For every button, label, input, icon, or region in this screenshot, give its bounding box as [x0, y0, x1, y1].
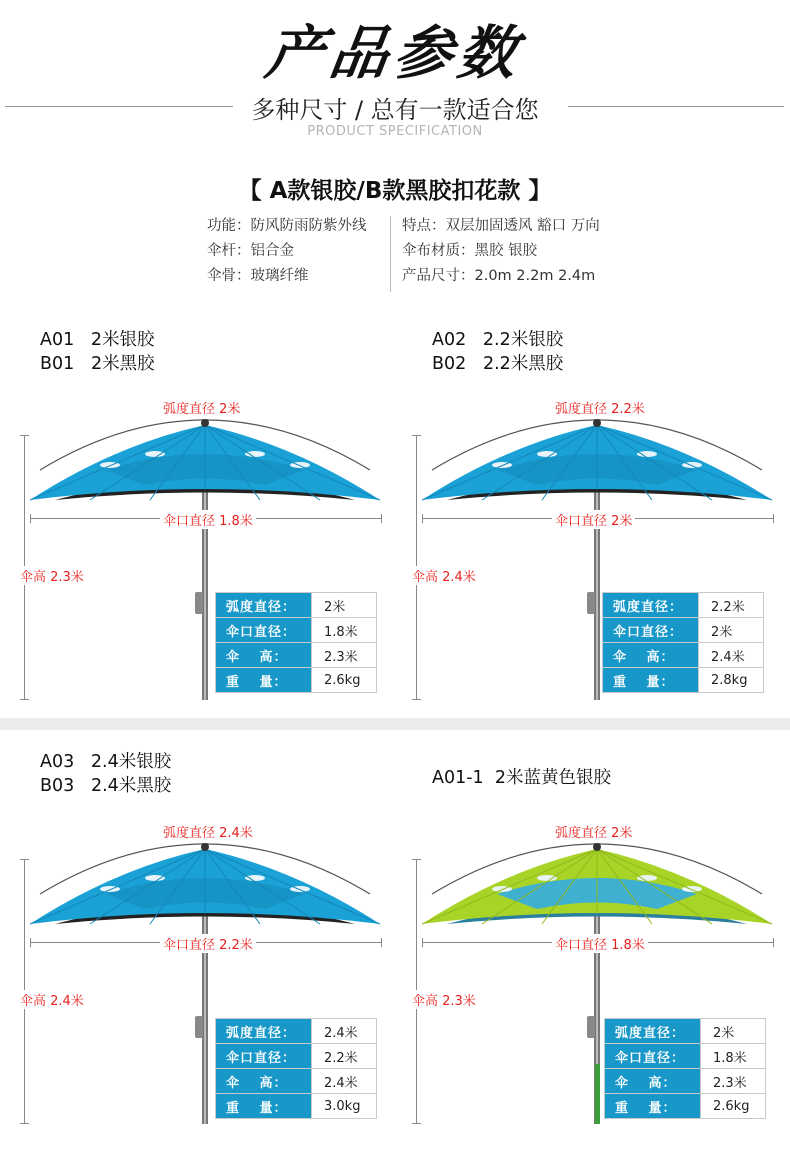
spec-row [216, 668, 377, 693]
spec-key: 弧度直径： [603, 593, 699, 618]
spec-value: 2.2米 [699, 593, 764, 618]
model-title: 【 A款银胶/B款黑胶扣花款 】 [238, 178, 552, 204]
product-label-black: B01 2米黑胶 [40, 354, 155, 374]
spec-value: 2.4米 [699, 643, 764, 668]
product-label-black: B02 2.2米黑胶 [432, 354, 564, 374]
spec-row [603, 668, 764, 693]
spec-row [216, 1044, 377, 1069]
spec-key: 伞 高： [216, 643, 312, 668]
product-label-black: B03 2.4米黑胶 [40, 776, 172, 796]
spec-table [215, 1018, 377, 1119]
spec-value: 2.2米 [312, 1044, 377, 1069]
subtitle: 多种尺寸 / 总有一款适合您 [251, 96, 539, 124]
subtitle-en: PRODUCT SPECIFICATION [307, 124, 483, 139]
feature-fabric: 伞布材质：黑胶 银胶 [402, 243, 538, 259]
spec-row [216, 618, 377, 643]
spec-key: 伞口直径： [216, 618, 312, 643]
spec-value: 2米 [701, 1019, 766, 1044]
spec-key: 弧度直径： [216, 593, 312, 618]
spec-key: 弧度直径： [216, 1019, 312, 1044]
spec-value: 2.8kg [699, 668, 764, 693]
product-label-silver: A01 2米银胶 [40, 330, 155, 350]
spec-key: 重 量： [216, 668, 312, 693]
product-label-silver: A01-1 2米蓝黄色银胶 [432, 768, 611, 788]
spec-row [605, 1069, 766, 1094]
spec-value: 2.4米 [312, 1069, 377, 1094]
height-label: 伞高 2.3米 [409, 990, 479, 1009]
spec-row [603, 618, 764, 643]
rim-diameter-label: 伞口直径 1.8米 [552, 934, 648, 953]
product-label-silver: A02 2.2米银胶 [432, 330, 564, 350]
umbrella-top-cap [201, 843, 209, 851]
umbrella-hub [195, 1016, 203, 1038]
spec-value: 2.4米 [312, 1019, 377, 1044]
arc-diameter-label: 弧度直径 2.4米 [160, 822, 256, 841]
arc-diameter-label: 弧度直径 2米 [552, 822, 635, 841]
arc-diameter-label: 弧度直径 2.2米 [552, 398, 648, 417]
spec-row [605, 1019, 766, 1044]
spec-table [215, 592, 377, 693]
spec-value: 2.3米 [312, 643, 377, 668]
umbrella-top-cap [593, 843, 601, 851]
spec-key: 伞 高： [603, 643, 699, 668]
spec-row [216, 643, 377, 668]
spec-key: 重 量： [603, 668, 699, 693]
spec-value: 2.6kg [312, 668, 377, 693]
height-label: 伞高 2.3米 [17, 566, 87, 585]
spec-row [603, 593, 764, 618]
spec-row [216, 1019, 377, 1044]
feature-highlight: 特点：双层加固透风 豁口 万向 [402, 218, 600, 234]
product-label-silver: A03 2.4米银胶 [40, 752, 172, 772]
spec-key: 伞 高： [216, 1069, 312, 1094]
spec-key: 重 量： [605, 1094, 701, 1119]
spec-row [216, 1094, 377, 1119]
spec-key: 重 量： [216, 1094, 312, 1119]
spec-row [216, 593, 377, 618]
spec-value: 2.3米 [701, 1069, 766, 1094]
feature-size: 产品尺寸：2.0m 2.2m 2.4m [402, 268, 596, 284]
spec-key: 伞口直径： [605, 1044, 701, 1069]
feature-rib: 伞骨：玻璃纤维 [207, 268, 309, 284]
height-label: 伞高 2.4米 [17, 990, 87, 1009]
height-label: 伞高 2.4米 [409, 566, 479, 585]
rim-diameter-label: 伞口直径 1.8米 [160, 510, 256, 529]
spec-row [216, 1069, 377, 1094]
spec-row [605, 1044, 766, 1069]
spec-value: 1.8米 [312, 618, 377, 643]
arc-diameter-label: 弧度直径 2米 [160, 398, 243, 417]
spec-row [603, 643, 764, 668]
spec-table [602, 592, 764, 693]
spec-key: 伞口直径： [216, 1044, 312, 1069]
rim-diameter-label: 伞口直径 2米 [552, 510, 635, 529]
spec-key: 伞口直径： [603, 618, 699, 643]
spec-value: 1.8米 [701, 1044, 766, 1069]
spec-key: 伞 高： [605, 1069, 701, 1094]
umbrella-hub [587, 1016, 595, 1038]
rim-diameter-label: 伞口直径 2.2米 [160, 934, 256, 953]
spec-value: 3.0kg [312, 1094, 377, 1119]
feature-pole: 伞杆：铝合金 [207, 243, 294, 259]
spec-table [604, 1018, 766, 1119]
spec-row [605, 1094, 766, 1119]
spec-value: 2.6kg [701, 1094, 766, 1119]
feature-function: 功能：防风防雨防紫外线 [207, 218, 367, 234]
spec-value: 2米 [312, 593, 377, 618]
spec-key: 弧度直径： [605, 1019, 701, 1044]
spec-value: 2米 [699, 618, 764, 643]
page-title: 产品参数 [261, 19, 528, 87]
